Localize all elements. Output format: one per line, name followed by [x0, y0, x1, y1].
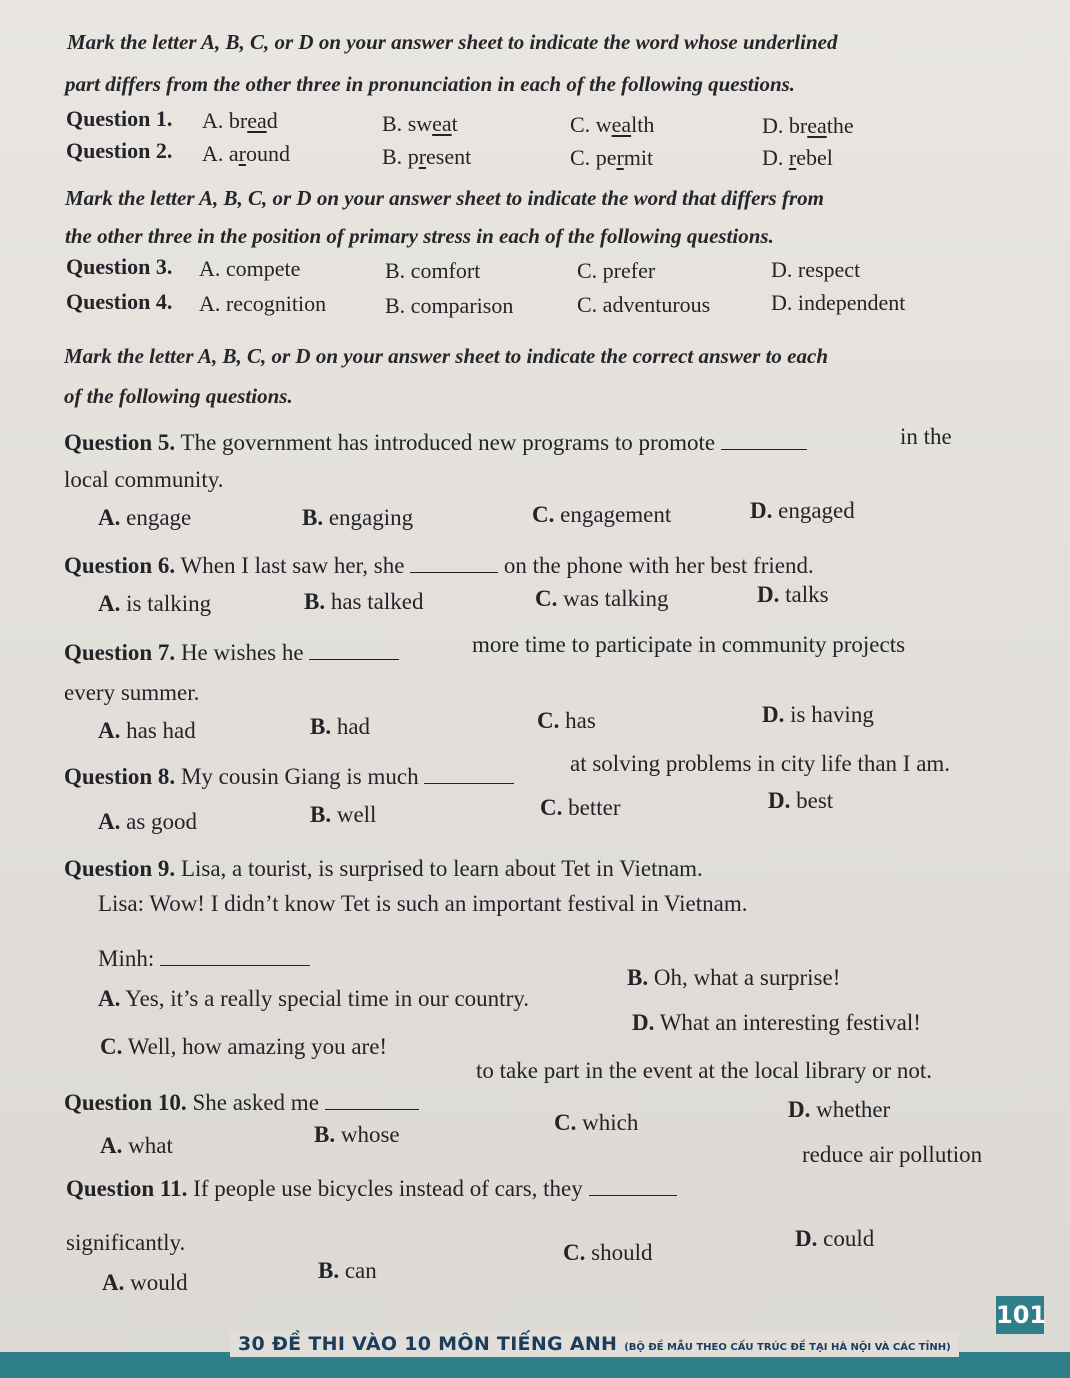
question-2 — [66, 138, 172, 164]
question-11-line2: significantly. — [66, 1230, 186, 1255]
q7-option-b: B. had — [310, 714, 371, 739]
q2-option-c: C. permit — [570, 145, 654, 170]
q5-option-a: A. engage — [98, 505, 192, 530]
answer-blank — [160, 951, 310, 966]
question-11-text-after: reduce air pollution — [802, 1142, 983, 1167]
question-8: Question 8. My cousin Giang is much — [64, 764, 514, 790]
question-1-label: Question 1. — [66, 106, 173, 131]
q6-option-a: A. is talking — [98, 591, 212, 616]
question-11: Question 11. If people use bicycles instead of cars, they — [66, 1176, 677, 1202]
q3-option-c: C. prefer — [577, 258, 656, 283]
q11-option-b: B. can — [318, 1258, 377, 1283]
q7-option-a: A. has had — [98, 718, 196, 743]
question-6: Question 6. When I last saw her, she on the phone with her best friend. — [64, 553, 814, 578]
q6-option-c: C. was talking — [535, 586, 669, 611]
q5-option-d: D. engaged — [750, 498, 855, 523]
q11-option-c: C. should — [563, 1240, 653, 1265]
page-number: 101 — [996, 1296, 1044, 1334]
question-2-label: Question 2. — [66, 138, 173, 163]
q11-option-a: A. would — [102, 1270, 188, 1295]
q6-option-d: D. talks — [757, 582, 829, 607]
q10-option-b: B. whose — [314, 1122, 400, 1147]
q6-option-b: B. has talked — [304, 589, 424, 614]
question-9-lisa-line: Lisa: Wow! I didn’t know Tet is such an important festival in Vietnam. — [98, 891, 748, 916]
q7-option-d: D. is having — [762, 702, 874, 727]
stress-instruction-line1: Mark the letter A, B, C, or D on your answer sheet to indicate the word that differs from — [65, 186, 824, 210]
question-7-line2: every summer. — [64, 680, 200, 705]
question-4-label: Question 4. — [66, 289, 173, 314]
q4-option-c: C. adventurous — [577, 292, 711, 317]
answer-blank — [424, 769, 514, 784]
q5-option-c: C. engagement — [532, 502, 672, 527]
question-9: Question 9. Lisa, a tourist, is surprised to learn about Tet in Vietnam. — [64, 856, 703, 881]
q7-option-c: C. has — [537, 708, 596, 733]
question-8-text-after: at solving problems in city life than I am. — [570, 751, 951, 776]
correct-answer-instruction-line2: of the following questions. — [64, 384, 293, 408]
q11-option-d: D. could — [795, 1226, 875, 1251]
q9-option-a: A. Yes, it’s a really special time in our country. — [98, 986, 529, 1011]
pronunciation-instruction-line1: Mark the letter A, B, C, or D on your answer sheet to indicate the word whose underlined — [67, 30, 838, 54]
question-5-text-after: in the — [900, 424, 952, 449]
q8-option-c: C. better — [540, 795, 621, 820]
q2-option-a: A. around — [202, 141, 290, 166]
q1-option-a: A. bread — [202, 108, 278, 133]
q3-option-b: B. comfort — [385, 258, 481, 283]
question-9-minh-line: Minh: — [98, 946, 310, 972]
q3-option-a: A. compete — [199, 256, 301, 281]
q9-option-c: C. Well, how amazing you are! — [100, 1034, 388, 1059]
q8-option-a: A. as good — [98, 809, 198, 834]
pronunciation-instruction-line2: part differs from the other three in pronunciation in each of the following questions. — [65, 72, 796, 96]
q10-option-a: A. what — [100, 1133, 173, 1158]
q4-option-a: A. recognition — [199, 291, 327, 316]
question-7: Question 7. He wishes he — [64, 640, 399, 666]
q5-option-b: B. engaging — [302, 505, 414, 530]
answer-blank — [325, 1095, 419, 1110]
question-10: Question 10. She asked me — [64, 1090, 419, 1116]
footer-title: 30 ĐỀ THI VÀO 10 MÔN TIẾNG ANH (BỘ ĐỀ MẪU THEO CẤU TRÚC ĐỀ TẠI HÀ NỘI VÀ CÁC TỈNH) — [230, 1331, 959, 1357]
stress-instruction-line2: the other three in the position of primary stress in each of the following questions. — [65, 224, 774, 248]
q1-option-d: D. breathe — [762, 113, 854, 138]
answer-blank — [410, 558, 498, 573]
q10-option-d: D. whether — [788, 1097, 891, 1122]
q8-option-d: D. best — [768, 788, 834, 813]
q4-option-b: B. comparison — [385, 293, 514, 318]
q9-option-b: B. Oh, what a surprise! — [627, 965, 841, 990]
q8-option-b: B. well — [310, 802, 377, 827]
q10-option-c: C. which — [554, 1110, 639, 1135]
question-5: Question 5. The government has introduced new programs to promote — [64, 430, 807, 456]
answer-blank — [589, 1181, 677, 1196]
answer-blank — [309, 645, 399, 660]
question-5-line2: local community. — [64, 467, 224, 492]
q2-option-b: B. present — [382, 144, 472, 169]
correct-answer-instruction-line1: Mark the letter A, B, C, or D on your answer sheet to indicate the correct answer to each — [64, 344, 828, 368]
question-10-text-after: to take part in the event at the local library or not. — [476, 1058, 933, 1083]
q3-option-d: D. respect — [771, 257, 861, 282]
q9-option-d: D. What an interesting festival! — [632, 1010, 921, 1035]
q2-option-d: D. rebel — [762, 145, 833, 170]
q1-option-c: C. wealth — [570, 112, 655, 137]
q1-option-b: B. sweat — [382, 111, 458, 136]
q4-option-d: D. independent — [771, 290, 906, 315]
question-1 — [66, 106, 172, 132]
question-7-text-after: more time to participate in community projects — [472, 632, 906, 657]
question-3-label: Question 3. — [66, 254, 173, 279]
answer-blank — [721, 435, 807, 450]
